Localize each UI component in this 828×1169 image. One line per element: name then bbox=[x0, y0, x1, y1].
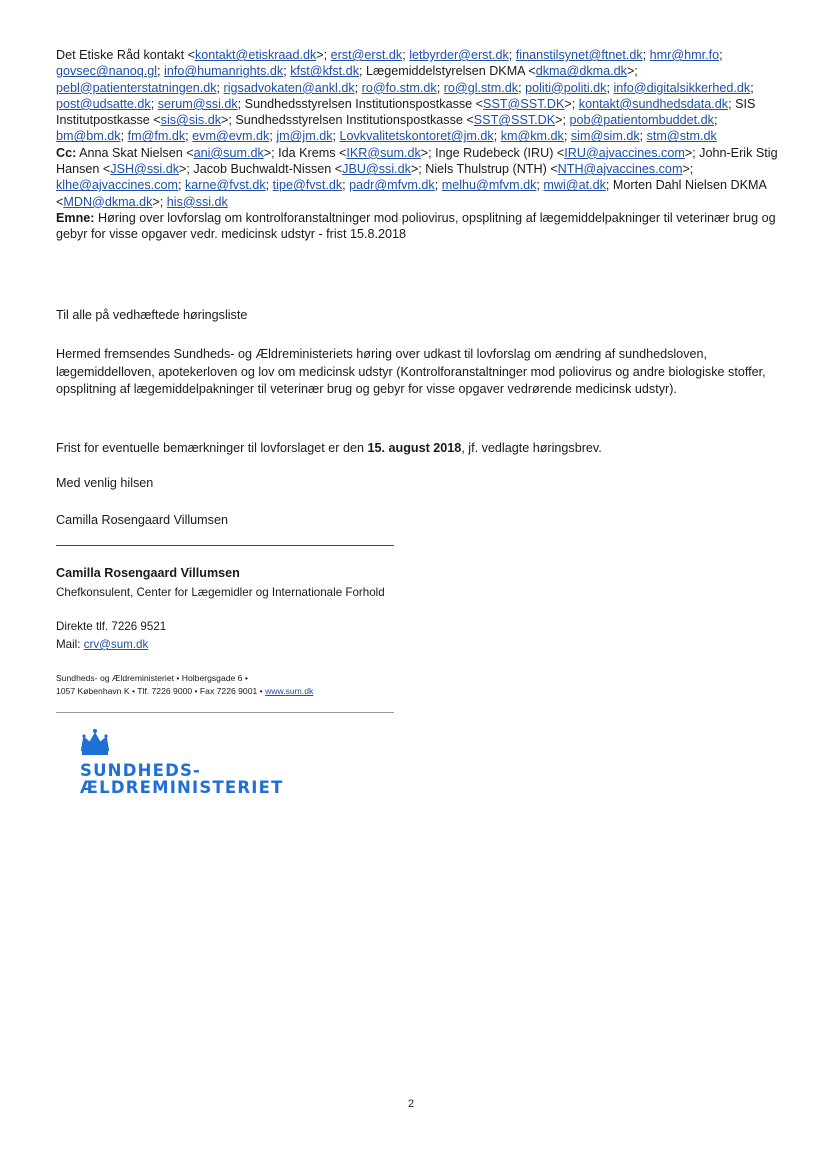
to-text: ; Sundhedsstyrelsen Institutionspostkasse < bbox=[237, 96, 484, 111]
cc-text: ; bbox=[536, 178, 544, 193]
mail-label: Mail: bbox=[56, 638, 84, 651]
to-email-link[interactable]: pob@patientombuddet.dk bbox=[569, 113, 714, 128]
to-text: ; bbox=[639, 129, 647, 144]
to-text: >; bbox=[316, 48, 331, 62]
to-text: ; bbox=[493, 129, 501, 144]
to-email-link[interactable]: SST@SST.DK bbox=[473, 113, 556, 128]
signature-mail bbox=[56, 638, 148, 651]
closing: Med venlig hilsen bbox=[56, 476, 154, 490]
logo-line-2: ÆLDREMINISTERIET bbox=[80, 778, 284, 797]
to-text: Det Etiske Råd kontakt < bbox=[56, 48, 195, 62]
to-email-link[interactable]: ro@gl.stm.dk bbox=[443, 80, 519, 95]
to-email-link[interactable]: info@humanrights.dk bbox=[164, 64, 284, 79]
to-text: ; bbox=[518, 80, 526, 95]
to-email-link[interactable]: fm@fm.dk bbox=[127, 129, 186, 144]
cc-email-link[interactable]: JBU@ssi.dk bbox=[342, 162, 411, 177]
to-text: ; bbox=[354, 80, 362, 95]
cc-email-link[interactable]: MDN@dkma.dk bbox=[63, 194, 153, 209]
to-email-link[interactable]: jm@jm.dk bbox=[276, 129, 333, 144]
greeting: Til alle på vedhæftede høringsliste bbox=[56, 308, 248, 322]
to-text: ; bbox=[508, 48, 516, 62]
cc-text: >; Niels Thulstrup (NTH) < bbox=[410, 162, 558, 177]
to-text: ; bbox=[750, 80, 754, 95]
to-email-link[interactable]: rigsadvokaten@ankl.dk bbox=[223, 80, 355, 95]
to-text: ; bbox=[157, 64, 165, 79]
to-text: ; Lægemiddelstyrelsen DKMA < bbox=[359, 64, 536, 79]
signature-divider bbox=[56, 545, 394, 546]
to-text: ; bbox=[713, 113, 718, 128]
to-email-link[interactable]: govsec@nanoq.gl bbox=[56, 64, 158, 79]
cc-text: >; bbox=[152, 194, 167, 209]
cc-email-link[interactable]: melhu@mfvm.dk bbox=[441, 178, 537, 193]
cc-text: >; Ida Krems < bbox=[263, 145, 347, 160]
to-email-link[interactable]: evm@evm.dk bbox=[192, 129, 270, 144]
signature-title: Chefkonsulent, Center for Lægemidler og Internationale Forhold bbox=[56, 586, 385, 599]
to-text: ; bbox=[120, 129, 128, 144]
to-text: >; bbox=[564, 96, 579, 111]
address-line-1: Sundheds- og Ældreministeriet • Holbergsgade 6 • bbox=[56, 673, 248, 683]
to-text: >; bbox=[626, 64, 638, 79]
to-email-link[interactable]: SST@SST.DK bbox=[483, 96, 565, 111]
cc-label: Cc: bbox=[56, 145, 77, 160]
to-email-link[interactable]: hmr@hmr.fo bbox=[649, 48, 720, 62]
deadline-before: Frist for eventuelle bemærkninger til lovforslaget er den bbox=[56, 441, 368, 455]
to-text: ; bbox=[402, 48, 410, 62]
cc-email-link[interactable]: karne@fvst.dk bbox=[184, 178, 266, 193]
cc-email-link[interactable]: IRU@ajvaccines.com bbox=[564, 145, 685, 160]
to-text: ; bbox=[185, 129, 193, 144]
to-email-link[interactable]: bm@bm.dk bbox=[56, 129, 121, 144]
to-text: ; bbox=[436, 80, 444, 95]
subject-label: Emne: bbox=[56, 210, 95, 225]
logo-line-1: SUNDHEDS- bbox=[80, 761, 202, 780]
subject-text: Høring over lovforslag om kontrolforanstaltninger mod poliovirus, opsplitning af lægemiddelpakninger til veterinær brug og gebyr for visse opgaver vedr. medicinsk udstyr - frist 15.8.2018 bbox=[56, 210, 776, 242]
cc-email-link[interactable]: NTH@ajvaccines.com bbox=[557, 162, 683, 177]
cc-email-link[interactable]: ani@sum.dk bbox=[193, 145, 264, 160]
to-email-link[interactable]: kontakt@etiskraad.dk bbox=[194, 48, 317, 62]
cc-text: >; Inge Rudebeck (IRU) < bbox=[420, 145, 565, 160]
to-email-link[interactable]: sim@sim.dk bbox=[570, 129, 640, 144]
cc-text: >; John-Erik Stig Hansen < bbox=[56, 145, 778, 177]
cc-email-link[interactable]: IKR@sum.dk bbox=[346, 145, 421, 160]
to-email-link[interactable]: kfst@kfst.dk bbox=[290, 64, 359, 79]
crown-logo-icon bbox=[78, 728, 112, 758]
to-text: ; bbox=[642, 48, 650, 62]
to-text: ; bbox=[563, 129, 571, 144]
to-text: ; bbox=[332, 129, 340, 144]
to-list bbox=[56, 48, 755, 143]
to-email-link[interactable]: kontakt@sundhedsdata.dk bbox=[578, 96, 729, 111]
cc-text: ; Morten Dahl Nielsen DKMA < bbox=[56, 178, 767, 209]
to-email-link[interactable]: serum@ssi.dk bbox=[157, 96, 238, 111]
deadline-paragraph bbox=[56, 440, 786, 456]
website-link[interactable]: www.sum.dk bbox=[265, 686, 314, 696]
footer-divider bbox=[56, 712, 394, 713]
to-text: ; bbox=[606, 80, 614, 95]
cc-email-link[interactable]: mwi@at.dk bbox=[543, 178, 606, 193]
to-email-link[interactable]: letbyrder@erst.dk bbox=[409, 48, 509, 62]
to-email-link[interactable]: finanstilsynet@ftnet.dk bbox=[515, 48, 643, 62]
cc-email-link[interactable]: tipe@fvst.dk bbox=[272, 178, 343, 193]
to-text: ; bbox=[269, 129, 277, 144]
to-email-link[interactable]: info@digitalsikkerhed.dk bbox=[613, 80, 751, 95]
to-email-link[interactable]: sis@sis.dk bbox=[160, 113, 222, 128]
signature-phone: Direkte tlf. 7226 9521 bbox=[56, 620, 167, 633]
cc-text: ; bbox=[177, 178, 185, 193]
to-text: ; SIS Institutpostkasse < bbox=[56, 96, 756, 128]
to-email-link[interactable]: stm@stm.dk bbox=[646, 129, 717, 144]
page-number: 2 bbox=[408, 1098, 415, 1110]
body-paragraph: Hermed fremsendes Sundheds- og Ældreministeriets høring over udkast til lovforslag om ændring af sundhedsloven, lægemiddelloven, apotekerloven og lov om medicinsk udstyr (Kontrolforanstaltninger mod poliovirus og andre biologiske stoffer, opsplitning af lægemiddelpakninger til veterinær brug og gebyr for visse opgaver vedrørende medicinsk udstyr). bbox=[56, 347, 766, 396]
signer-name: Camilla Rosengaard Villumsen bbox=[56, 513, 228, 527]
to-email-link[interactable]: ro@fo.stm.dk bbox=[361, 80, 437, 95]
cc-text: >; bbox=[682, 162, 694, 177]
to-email-link[interactable]: post@udsatte.dk bbox=[56, 96, 151, 111]
cc-text: >; Jacob Buchwaldt-Nissen < bbox=[179, 162, 343, 177]
cc-list bbox=[56, 146, 778, 209]
mail-link[interactable]: crv@sum.dk bbox=[83, 638, 149, 651]
to-email-link[interactable]: km@km.dk bbox=[500, 129, 564, 144]
to-email-link[interactable]: politi@politi.dk bbox=[525, 80, 607, 95]
email-recipients bbox=[56, 47, 786, 243]
cc-email-link[interactable]: his@ssi.dk bbox=[166, 194, 228, 209]
to-email-link[interactable]: dkma@dkma.dk bbox=[535, 64, 627, 79]
deadline-date: 15. august 2018 bbox=[367, 441, 462, 455]
to-text: ; bbox=[150, 96, 158, 111]
cc-text: ; bbox=[434, 178, 442, 193]
cc-text: ; bbox=[265, 178, 273, 193]
address-line-2 bbox=[56, 686, 313, 696]
to-text: ; bbox=[216, 80, 224, 95]
address-text: 1057 København K • Tlf. 7226 9000 • Fax 7226 9001 • bbox=[56, 686, 266, 696]
to-email-link[interactable]: pebl@patienterstatningen.dk bbox=[56, 80, 217, 95]
to-email-link[interactable]: erst@erst.dk bbox=[330, 48, 403, 62]
cc-email-link[interactable]: klhe@ajvaccines.com bbox=[56, 178, 178, 193]
deadline-after: , jf. vedlagte høringsbrev. bbox=[461, 441, 602, 455]
to-text: ; bbox=[719, 48, 723, 62]
to-text: >; Sundhedsstyrelsen Institutionspostkasse < bbox=[221, 113, 474, 128]
cc-email-link[interactable]: JSH@ssi.dk bbox=[110, 162, 180, 177]
signature-name: Camilla Rosengaard Villumsen bbox=[56, 566, 240, 580]
cc-text: Anna Skat Nielsen < bbox=[76, 145, 194, 160]
to-text: >; bbox=[555, 113, 570, 128]
to-text: ; bbox=[283, 64, 291, 79]
cc-text: ; bbox=[342, 178, 350, 193]
cc-email-link[interactable]: padr@mfvm.dk bbox=[349, 178, 435, 193]
to-email-link[interactable]: Lovkvalitetskontoret@jm.dk bbox=[339, 129, 494, 144]
